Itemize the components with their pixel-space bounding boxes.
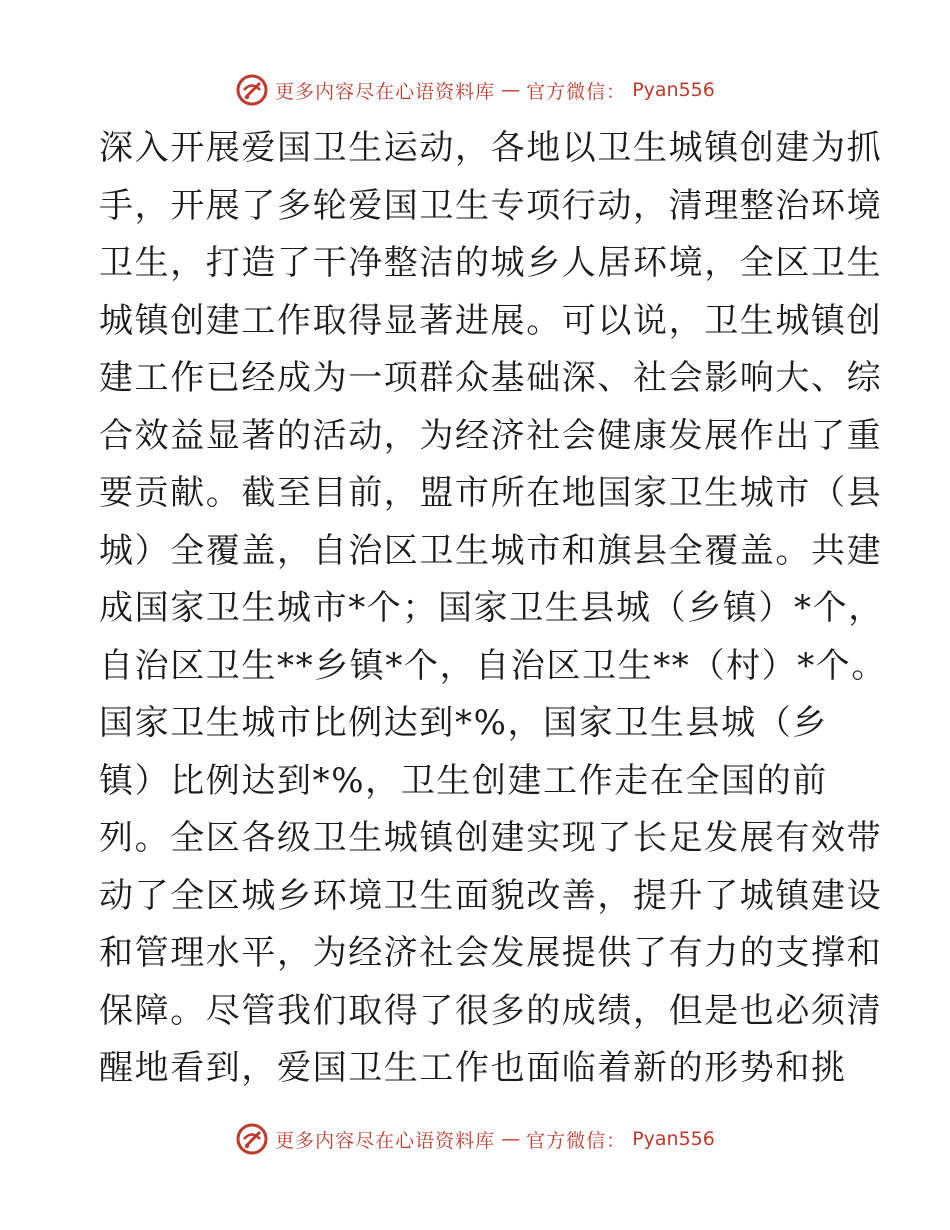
watermark-wechat-label: 官方微信：	[526, 80, 627, 103]
watermark-separator: —	[501, 79, 521, 101]
text-line: 镇）比例达到*%，卫生创建工作走在全国的前	[99, 760, 828, 801]
document-body	[99, 120, 887, 1098]
text-line: 保障。尽管我们取得了很多的成绩，但是也必须清	[99, 990, 883, 1031]
watermark-wechat-id: Pyan556	[632, 1128, 715, 1150]
footer-watermark	[0, 1121, 950, 1157]
text-line: 手，开展了多轮爱国卫生专项行动，清理整治环境	[99, 185, 883, 226]
text-line: 建工作已经成为一项群众基础深、社会影响大、综	[99, 358, 883, 398]
text-line: 列。全区各级卫生城镇创建实现了长足发展有效带	[99, 818, 883, 858]
watermark-wechat-id: Pyan556	[632, 79, 715, 101]
logo-icon	[235, 73, 269, 107]
watermark-wechat-label: 官方微信：	[526, 1129, 627, 1152]
text-line: 自治区卫生**乡镇*个，自治区卫生**（村）*个。	[99, 645, 887, 686]
text-line: 动了全区城乡环境卫生面貌改善，提升了城镇建设	[99, 875, 883, 916]
header-watermark	[0, 72, 950, 108]
text-line: 卫生，打造了干净整洁的城乡人居环境，全区卫生	[99, 243, 883, 283]
text-line: 醒地看到，爱国卫生工作也面临着新的形势和挑	[99, 1048, 847, 1088]
text-line: 成国家卫生城市*个；国家卫生县城（乡镇）*个，	[99, 588, 884, 628]
logo-icon	[235, 1122, 269, 1156]
text-line: 深入开展爱国卫生运动，各地以卫生城镇创建为抓	[99, 128, 883, 168]
watermark-separator: —	[501, 1128, 521, 1150]
watermark-site-text: 更多内容尽在心语资料库	[275, 80, 496, 103]
text-line: 要贡献。截至目前，盟市所在地国家卫生城市（县	[99, 473, 883, 513]
text-line: 和管理水平，为经济社会发展提供了有力的支撑和	[99, 933, 883, 973]
text-line: 城镇创建工作取得显著进展。可以说，卫生城镇创	[99, 300, 883, 341]
text-line: 合效益显著的活动，为经济社会健康发展作出了重	[99, 415, 883, 456]
text-line: 国家卫生城市比例达到*%，国家卫生县城（乡	[99, 703, 828, 743]
watermark-site-text: 更多内容尽在心语资料库	[275, 1129, 496, 1152]
text-line: 城）全覆盖，自治区卫生城市和旗县全覆盖。共建	[99, 530, 883, 571]
